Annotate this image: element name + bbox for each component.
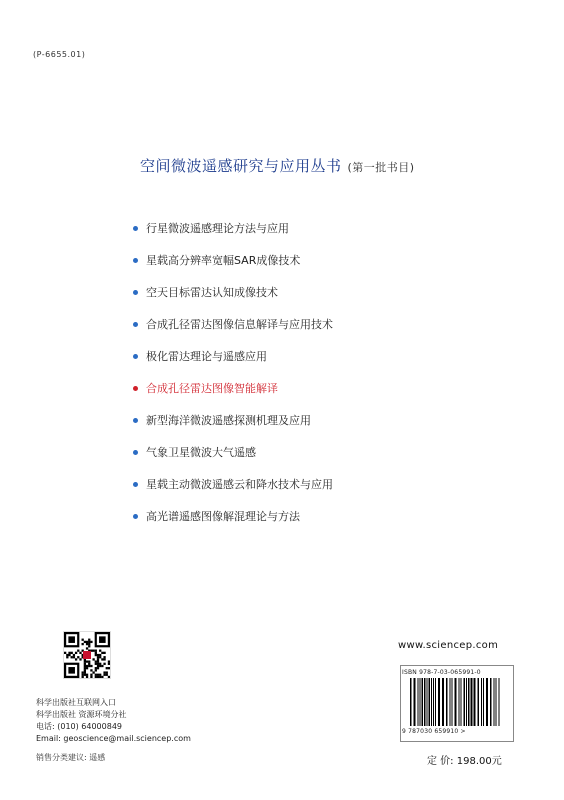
book-list-item [133, 468, 333, 500]
bullet-icon [133, 354, 138, 359]
book-list-item [133, 372, 333, 404]
bullet-icon [133, 258, 138, 263]
qr-code [63, 631, 111, 679]
publisher-email: Email: geoscience@mail.sciencep.com [36, 734, 191, 743]
book-list-item [133, 404, 333, 436]
series-subtitle: (第一批书目) [347, 161, 415, 174]
bullet-icon [133, 322, 138, 327]
book-list-item [133, 340, 333, 372]
publisher-info [36, 697, 191, 745]
book-title: 空天目标雷达认知成像技术 [146, 286, 278, 299]
bullet-icon [133, 386, 138, 391]
bullet-icon [133, 418, 138, 423]
book-title: 气象卫星微波大气遥感 [146, 446, 256, 459]
book-list [133, 212, 333, 532]
book-list-item [133, 212, 333, 244]
book-title: 行星微波遥感理论方法与应用 [146, 222, 289, 235]
publisher-line-2: 科学出版社 资源环境分社 [36, 710, 127, 719]
book-title: 合成孔径雷达图像智能解译 [146, 382, 278, 395]
publisher-line-1: 科学出版社互联网入口 [36, 698, 116, 707]
series-title-text: 空间微波遥感研究与应用丛书 [140, 157, 342, 175]
book-title: 星载主动微波遥感云和降水技术与应用 [146, 478, 333, 491]
price: 定 价: 198.00元 [427, 756, 502, 767]
qr-code-graphic [64, 632, 110, 678]
book-title: 新型海洋微波遥感探测机理及应用 [146, 414, 311, 427]
bullet-icon [133, 226, 138, 231]
book-title: 高光谱遥感图像解混理论与方法 [146, 510, 300, 523]
book-list-item [133, 308, 333, 340]
book-title: 星载高分辨率宽幅SAR成像技术 [146, 254, 301, 267]
book-title: 合成孔径雷达图像信息解译与应用技术 [146, 318, 333, 331]
bullet-icon [133, 482, 138, 487]
bullet-icon [133, 290, 138, 295]
catalog-code: (P-6655.01) [33, 50, 86, 59]
publisher-phone: 电话: (010) 64000849 [36, 722, 123, 731]
book-list-item [133, 276, 333, 308]
book-list-item [133, 244, 333, 276]
bullet-icon [133, 514, 138, 519]
sales-category: 销售分类建议: 遥感 [36, 753, 106, 762]
bullet-icon [133, 450, 138, 455]
isbn-text: ISBN 978-7-03-065991-0 [402, 669, 481, 676]
book-title: 极化雷达理论与遥感应用 [146, 350, 267, 363]
barcode-digits: 9 787030 659910 > [402, 728, 466, 735]
website-url: www.sciencep.com [398, 640, 499, 651]
book-list-item [133, 500, 333, 532]
barcode-bars [410, 678, 502, 726]
book-list-item [133, 436, 333, 468]
series-title [140, 155, 415, 176]
